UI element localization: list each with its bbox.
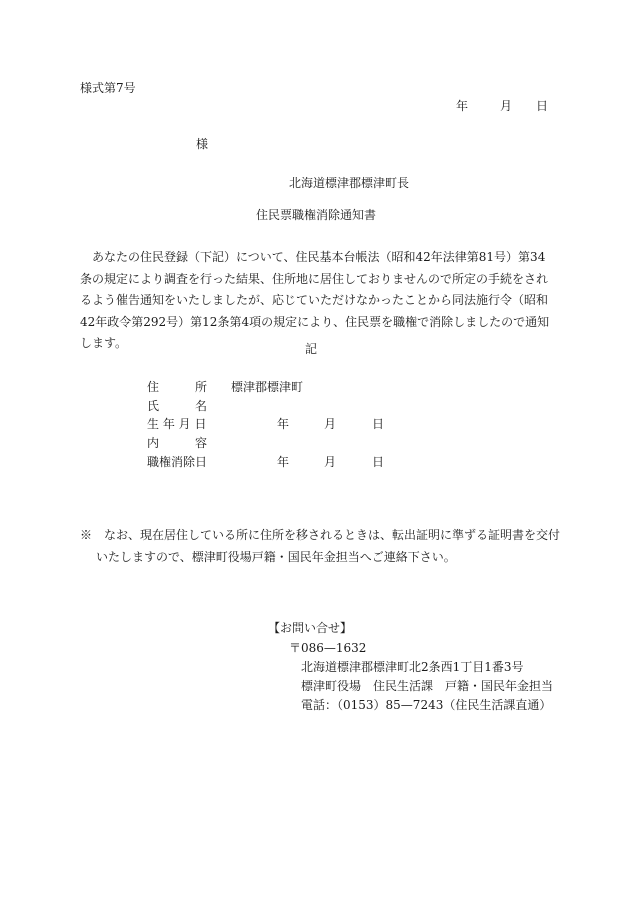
sender: 北海道標津郡標津町長: [289, 176, 410, 190]
ki-heading: 記: [305, 342, 318, 356]
record-deletion-year: 年: [277, 455, 290, 469]
addressee-suffix: 様: [196, 137, 209, 151]
inquiry-address: 北海道標津郡標津町北2条西1丁目1番3号: [301, 660, 524, 674]
record-deletion-day: 日: [372, 455, 385, 469]
record-birth-month: 月: [324, 417, 337, 431]
record-address-label: 住 所: [147, 380, 208, 394]
record-deletion-month: 月: [324, 455, 337, 469]
date-day: 日: [536, 99, 549, 113]
date-year: 年: [456, 99, 469, 113]
issue-date: [456, 98, 548, 114]
record-birth-label: 生 年 月 日: [147, 417, 207, 431]
inquiry-title: 【お問い合せ】: [268, 621, 353, 635]
record-name-label: 氏 名: [147, 399, 208, 413]
record-birth-year: 年: [277, 417, 290, 431]
record-address-value: 標津郡標津町: [231, 380, 304, 394]
inquiry-department: 標津町役場 住民生活課 戸籍・国民年金担当: [301, 679, 554, 693]
record-content-label: 内 容: [147, 436, 208, 450]
inquiry-postal: 〒086—1632: [289, 641, 367, 655]
document-title: 住民票職権消除通知書: [256, 208, 377, 222]
inquiry-phone: 電話：（0153）85—7243（住民生活課直通）: [301, 698, 552, 712]
record-birth-day: 日: [372, 417, 385, 431]
note: ※ なお、現在居住している所に住所を移されるときは、転出証明に準ずる証明書を交付いたしますので、標津町役場戸籍・国民年金担当へご連絡下さい。: [80, 528, 561, 564]
record-deletion-label: 職権消除日: [147, 455, 208, 469]
date-month: 月: [500, 99, 513, 113]
form-number: 様式第7号: [80, 81, 136, 95]
notice-body: あなたの住民登録（下記）について、住民基本台帳法（昭和42年法律第81号）第34条の規定により調査を行った結果、住所地に居住しておりませんので所定の手続をされるよう催告通知をいたしましたが、応じていただけなかったことから同法施行令（昭和42年政令第292号）第12条第4項の規定により、住民票を職権で消除しましたので通知します。: [80, 250, 550, 350]
